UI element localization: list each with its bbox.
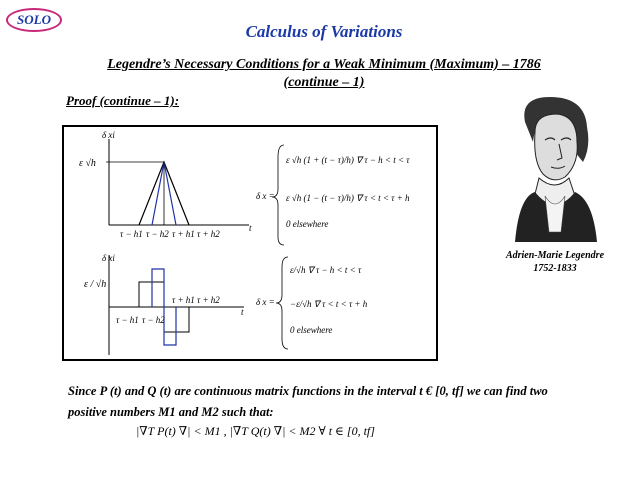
top-formula-row1: ε √h (1 + (t − τ)/h) ∇ τ − h < t < τ (286, 155, 410, 165)
slide-subtitle (54, 56, 594, 92)
portrait-caption-name: Adrien-Marie Legendre (505, 250, 605, 261)
bottom-tick-4: τ + h2 (197, 295, 220, 305)
since-line-1: Since P (t) and Q (t) are continuous matrix functions in the interval t € [0, tf] we can find two (68, 384, 548, 398)
bottom-formula-lhs: δ x = (256, 297, 275, 307)
top-peak-label: ε √h (79, 158, 96, 169)
bottom-tick-2: τ − h2 (142, 315, 165, 325)
bottom-x-label: t (241, 307, 244, 317)
bottom-formula-row2: −ε/√h ∇ τ < t < τ + h (290, 299, 368, 309)
bottom-y-label: δ xi (102, 253, 115, 263)
top-formula-row3: 0 elsewhere (286, 219, 329, 229)
top-y-label: δ xi (102, 130, 115, 140)
top-formula-row2: ε √h (1 − (t − τ)/h) ∇ τ < t < τ + h (286, 193, 410, 203)
since-paragraph (68, 381, 628, 423)
top-graph (79, 130, 252, 239)
legendre-portrait (505, 92, 603, 242)
top-formula (256, 145, 410, 245)
top-tick-1: τ − h1 (120, 229, 143, 239)
bottom-graph (84, 253, 244, 355)
bottom-tick-1: τ − h1 (116, 315, 139, 325)
bottom-formula-row3: 0 elsewhere (290, 325, 333, 335)
since-line-2: positive numbers M1 and M2 such that: (68, 405, 274, 419)
portrait-caption-years: 1752-1833 (533, 263, 577, 274)
top-formula-lhs: δ x = (256, 191, 275, 201)
solo-badge: SOLO (6, 8, 62, 32)
bottom-level-label: ε / √h (84, 279, 107, 290)
bottom-tick-3: τ + h1 (172, 295, 195, 305)
bound-inequality: |∇T P(t) ∇| < M1 , |∇T Q(t) ∇| < M2 ∀ t ∈ [0, tf] (136, 424, 375, 438)
top-tick-2: τ − h2 (146, 229, 169, 239)
top-x-label: t (249, 223, 252, 233)
bottom-formula-row1: ε/√h ∇ τ − h < t < τ (290, 265, 362, 275)
proof-heading: Proof (continue – 1): (66, 93, 180, 108)
bottom-formula (256, 257, 368, 349)
top-tick-4: τ + h2 (197, 229, 220, 239)
top-tick-3: τ + h1 (172, 229, 195, 239)
subtitle-line-1: Legendre’s Necessary Conditions for a Weak Minimum (Maximum) – 1786 (107, 57, 541, 72)
slide-title: Calculus of Variations (245, 22, 403, 41)
subtitle-line-2: (continue – 1) (283, 75, 365, 90)
figure-box (62, 125, 438, 361)
